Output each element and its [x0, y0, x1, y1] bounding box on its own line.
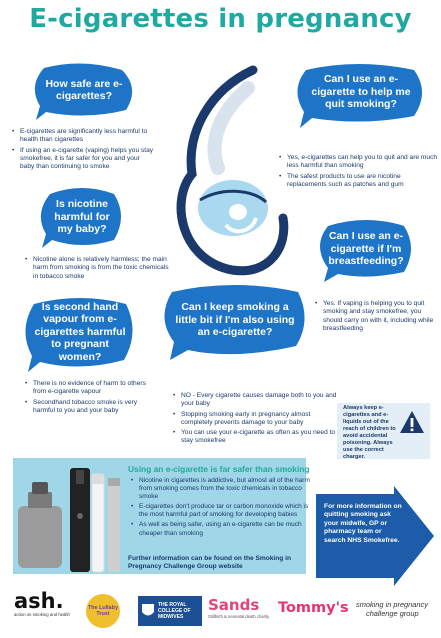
secondhand-points — [24, 380, 159, 417]
safety-points — [11, 128, 155, 173]
sipcg-logo: smoking in pregnancy challenge group — [356, 600, 428, 618]
list-item: • Yes, e-cigarettes can help you to quit and are much less harmful than smoking — [287, 154, 439, 171]
list-item: • You can use your e-cigarette as often as you need to stay smokefree — [181, 429, 343, 446]
list-item: • As well as being safer, using an e-cigarette can be much cheaper than smoking — [139, 521, 313, 537]
warning-text: Always keep e-cigarettes and e-liquids out of the reach of children to avoid accidental poisoning. Always use the correct charger. — [343, 405, 396, 460]
list-item: • NO - Every cigarette causes damage both to you and your baby — [181, 392, 343, 409]
lullaby-trust-logo: The Lullaby Trust — [86, 594, 120, 628]
crest-icon — [141, 602, 155, 620]
keep-smoking-points — [172, 392, 343, 448]
page-title: E-cigarettes in pregnancy — [29, 4, 412, 34]
list-item: • Stopping smoking early in pregnancy almost completely prevents damage to your baby — [181, 411, 343, 428]
list-item: • If using an e-cigarette (vaping) helps you stay smokefree, it is far safer for you and your baby than continuing to smoke — [20, 147, 155, 172]
question-bubble-nicotine: Is nicotine harmful for my baby? — [38, 186, 124, 252]
list-item: • Yes. If vaping is helping you to quit smoking and stay smokefree, you should carry on with it, including while breastfeeding — [323, 300, 435, 333]
question-bubble-safety: How safe are e-cigarettes? — [30, 62, 138, 122]
panel-heading: Using an e-cigarette is far safer than smoking — [128, 464, 310, 474]
panel-points — [130, 477, 313, 540]
rcm-logo: THE ROYAL COLLEGE OF MIDWIVES — [138, 596, 202, 626]
ash-logo: ash. action on smoking and health — [14, 589, 70, 617]
tommys-logo: Tommy's — [278, 600, 349, 616]
list-item: • Nicotine in cigarettes is addictive, but almost all of the harm from smoking comes from the toxic chemicals in tobacco smoke — [139, 477, 313, 501]
list-item: • The safest products to use are nicotine replacements such as patches and gum — [287, 173, 439, 190]
list-item: • E-cigarettes are significantly less harmful to health than cigarettes — [20, 128, 155, 145]
breastfeeding-points — [314, 300, 435, 335]
warning-triangle-icon — [399, 410, 425, 434]
sands-logo: Sands Stillbirth & neonatal death charity — [208, 596, 270, 619]
question-bubble-quit: Can I use an e-cigarette to help me quit smoking? — [292, 62, 428, 132]
question-bubble-keep-smoking: Can I keep smoking a little bit if I'm also using an e-cigarette? — [160, 282, 310, 362]
question-bubble-secondhand: Is second hand vapour from e-cigarettes harmful to pregnant women? — [22, 296, 138, 374]
list-item: • E-cigarettes don't produce tar or carbon monoxide which is the most harmful part of smoking for developing babies — [139, 503, 313, 519]
question-bubble-breastfeeding: Can I use an e-cigarette if I'm breastfeeding? — [316, 218, 416, 284]
panel-footer: Further information can be found on the Smoking in Pregnancy Challenge Group website — [128, 555, 292, 571]
list-item: • There is no evidence of harm to others from e-cigarette vapour — [33, 380, 159, 397]
e-cigarette-devices-illustration — [16, 462, 128, 574]
quit-points — [278, 154, 439, 191]
nicotine-points — [24, 256, 171, 283]
list-item: • Nicotine alone is relatively harmless; the main harm from smoking is from the toxic chemicals in tobacco smoke — [33, 256, 171, 281]
arrow-text: For more information on quitting smoking ask your midwife, GP or pharmacy team or search NHS Smokefree. — [324, 503, 402, 544]
list-item: • Secondhand tobacco smoke is very harmful to you and your baby — [33, 399, 159, 416]
